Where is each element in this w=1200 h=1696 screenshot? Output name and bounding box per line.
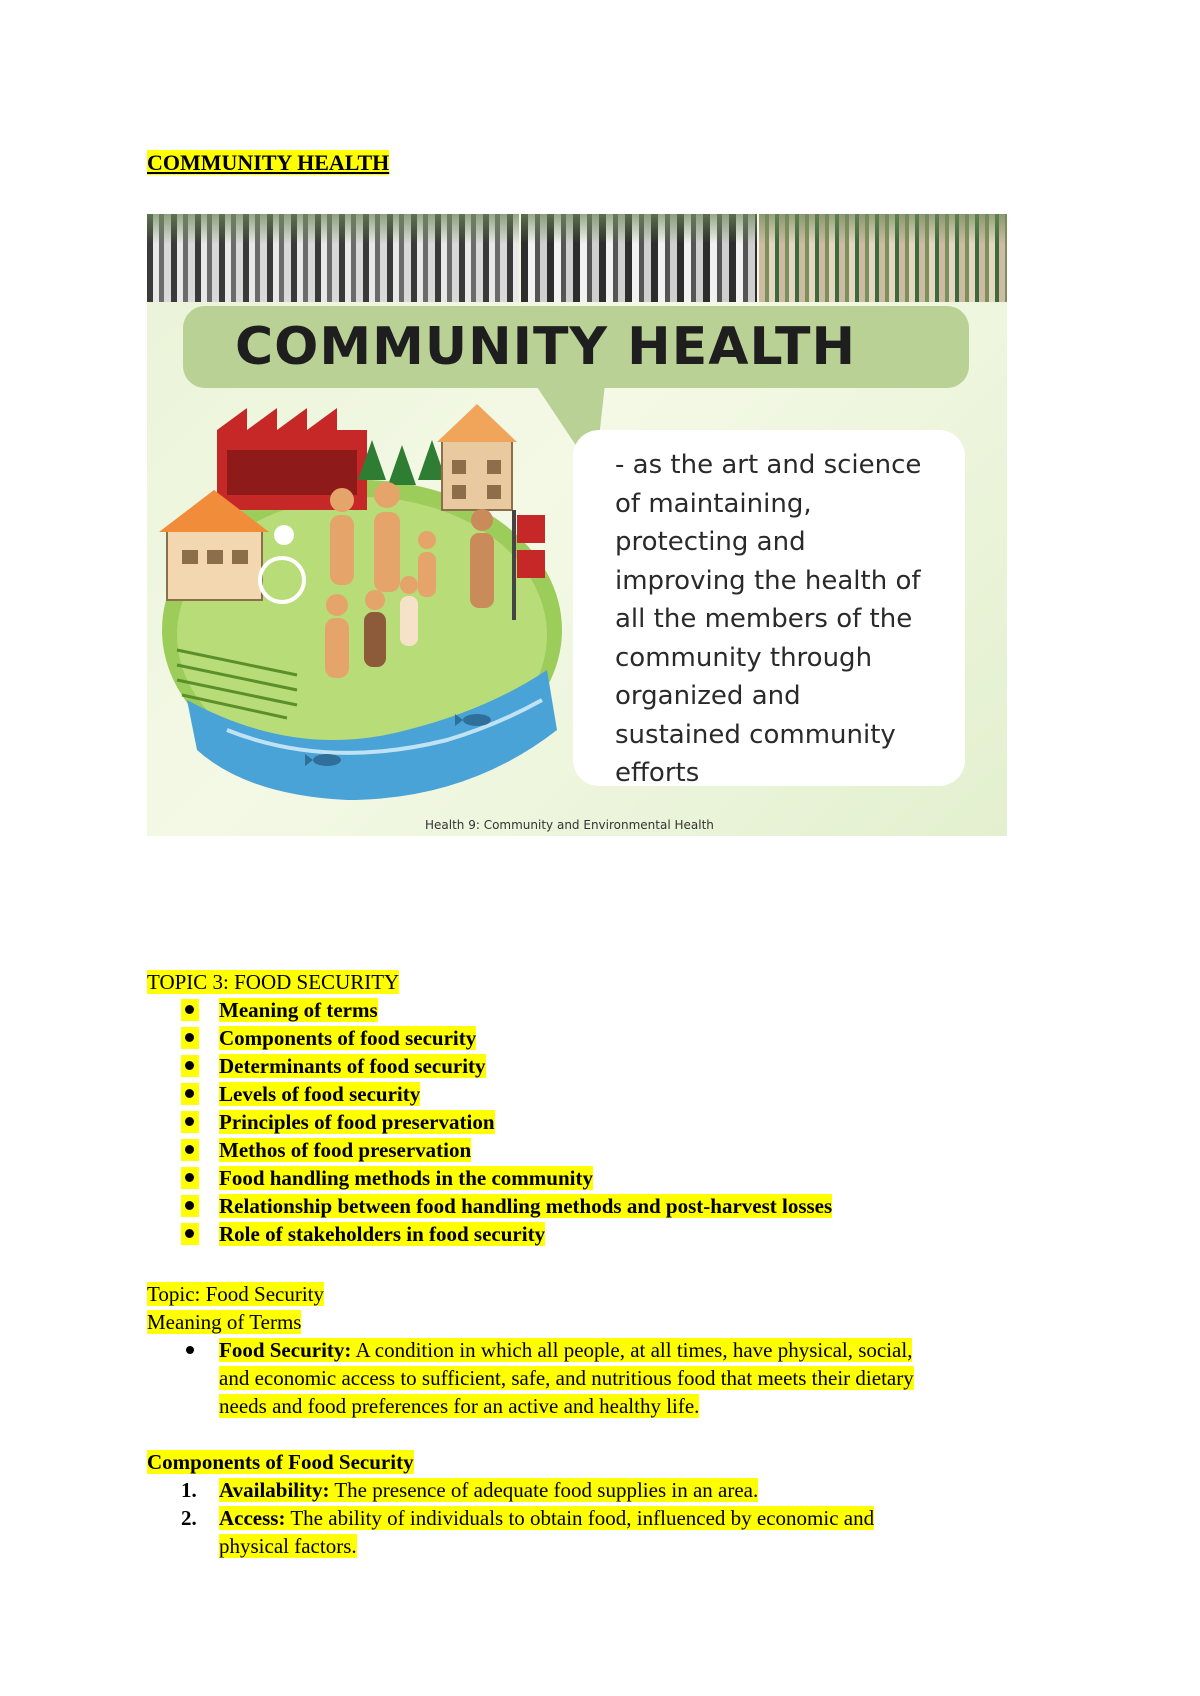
group-photo-1 xyxy=(147,214,519,302)
topic-line: Topic: Food Security xyxy=(147,1282,325,1306)
slide-title: COMMUNITY HEALTH xyxy=(235,317,856,377)
topic3-heading: TOPIC 3: FOOD SECURITY xyxy=(147,970,400,994)
community-illustration xyxy=(147,400,577,820)
list-item: Components of food security xyxy=(147,1024,832,1052)
school-icon xyxy=(437,404,517,510)
tree-icon xyxy=(358,440,446,485)
slide-definition: - as the art and science of maintaining, protecting and improving the health of all the members of the community through organized and sustained community efforts xyxy=(615,450,922,788)
list-item: 1. Availability: The presence of adequate food supplies in an area. xyxy=(181,1478,759,1502)
list-item: Relationship between food handling methods and post-harvest losses xyxy=(147,1192,832,1220)
bullet-dot-icon xyxy=(186,1346,194,1354)
list-item: Levels of food security xyxy=(147,1080,832,1108)
list-item: Methos of food preservation xyxy=(147,1136,832,1164)
list-item: Determinants of food security xyxy=(147,1052,832,1080)
slide-footer: Health 9: Community and Environmental Health xyxy=(425,818,714,832)
topic3-list xyxy=(147,996,832,1248)
list-item: Meaning of terms xyxy=(147,996,832,1024)
list-item: Principles of food preservation xyxy=(147,1108,832,1136)
list-item: 2. Access: The ability of individuals to obtain food, influenced by economic and physical factors. xyxy=(181,1506,875,1558)
food-security-definition: Food Security: A condition in which all people, at all times, have physical, social, and economic access to sufficient, safe, and nutritious food that meets their dietary needs and food preferences for an active and healthy life. xyxy=(219,1338,914,1418)
group-photo-3 xyxy=(759,214,1007,302)
components-heading: Components of Food Security xyxy=(147,1450,414,1474)
photo-strip xyxy=(147,214,1007,302)
components-list xyxy=(147,1476,1047,1560)
list-item: Role of stakeholders in food security xyxy=(147,1220,832,1248)
document-title: COMMUNITY HEALTH xyxy=(147,150,390,175)
meaning-subheading: Meaning of Terms xyxy=(147,1310,302,1334)
list-item: Food handling methods in the community xyxy=(147,1164,832,1192)
group-photo-2 xyxy=(521,214,757,302)
community-health-slide xyxy=(147,214,1007,836)
